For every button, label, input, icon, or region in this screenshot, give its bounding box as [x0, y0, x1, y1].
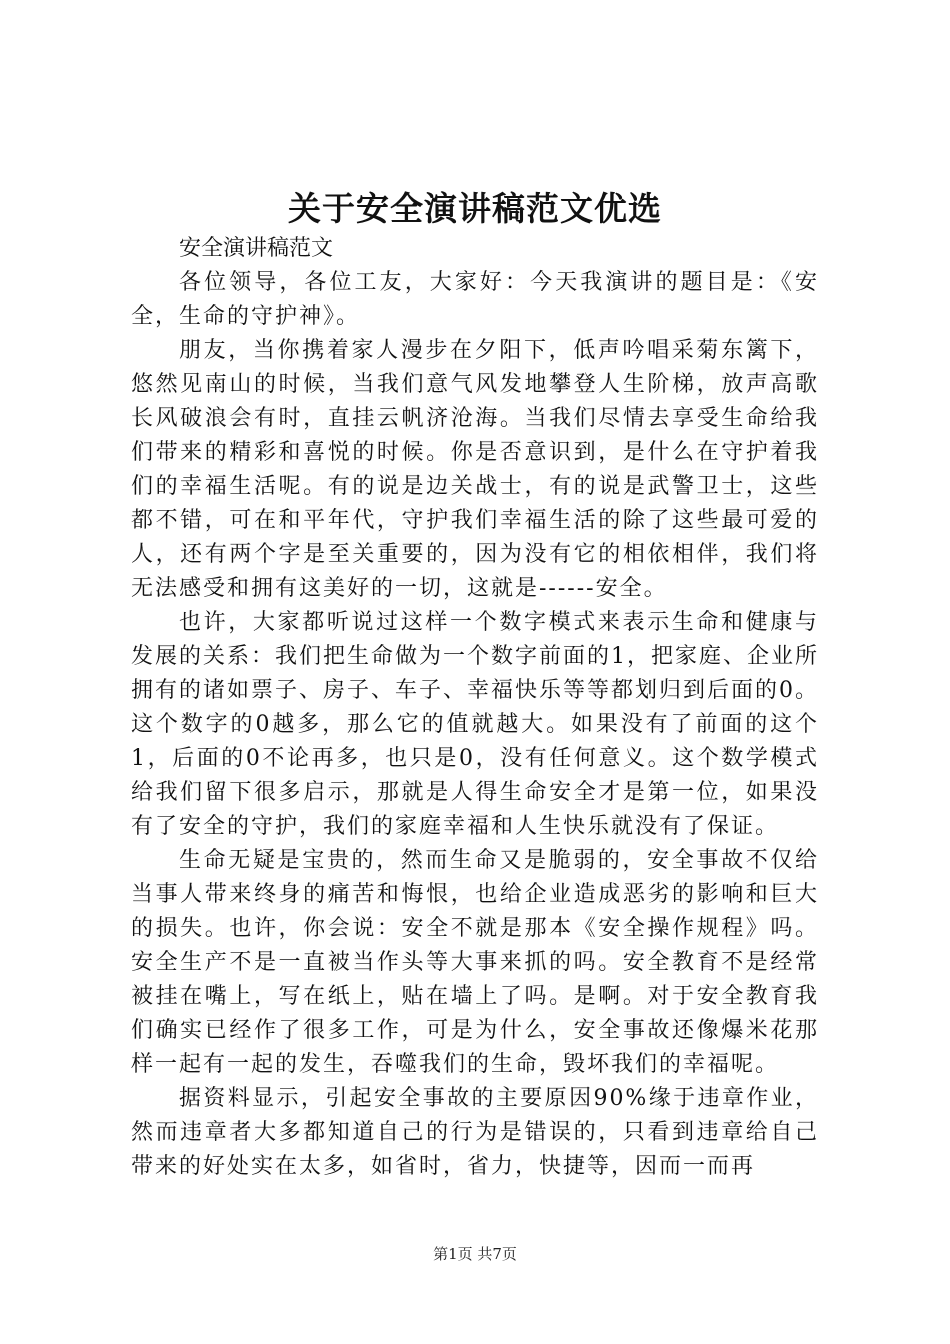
document-title: 关于安全演讲稿范文优选: [288, 189, 662, 228]
paragraph: 也许，大家都听说过这样一个数字模式来表示生命和健康与发展的关系：我们把生命做为一个数字前面的1，把家庭、企业所拥有的诸如票子、房子、车子、幸福快乐等等都划归到后面的0。这个数字的0越多，那么它的值就越大。如果没有了前面的这个1，后面的0不论再多，也只是0，没有任何意义。这个数学模式给我们留下很多启示，那就是人得生命安全才是第一位，如果没有了安全的守护，我们的家庭幸福和人生快乐就没有了保证。: [131, 610, 819, 839]
document-subtitle: 安全演讲稿范文: [179, 236, 334, 261]
paragraph: 朋友，当你携着家人漫步在夕阳下，低声吟唱采菊东篱下，悠然见南山的时候，当我们意气风发地攀登人生阶梯，放声高歌长风破浪会有时，直挂云帆济沧海。当我们尽情去享受生命给我们带来的精彩和喜悦的时候。你是否意识到，是什么在守护着我们的幸福生活呢。有的说是边关战士，有的说是武警卫士，这些都不错，可在和平年代，守护我们幸福生活的除了这些最可爱的人，还有两个字是至关重要的，因为没有它的相依相伴，我们将无法感受和拥有这美好的一切，这就是------安全。: [131, 338, 819, 601]
paragraph: 各位领导，各位工友，大家好：今天我演讲的题目是：《安全，生命的守护神》。: [131, 270, 819, 329]
paragraph: 生命无疑是宝贵的，然而生命又是脆弱的，安全事故不仅给当事人带来终身的痛苦和悔恨，也给企业造成恶劣的影响和巨大的损失。也许，你会说：安全不就是那本《安全操作规程》吗。安全生产不是一直被当作头等大事来抓的吗。安全教育不是经常被挂在嘴上，写在纸上，贴在墙上了吗。是啊。对于安全教育我们确实已经作了很多工作，可是为什么，安全事故还像爆米花那样一起有一起的发生，吞噬我们的生命，毁坏我们的幸福呢。: [131, 848, 819, 1077]
document-body: [131, 232, 819, 1184]
page-footer: 第1页 共7页: [433, 1245, 517, 1263]
paragraph: 据资料显示，引起安全事故的主要原因90%缘于违章作业，然而违章者大多都知道自己的行为是错误的，只看到违章给自己带来的好处实在太多，如省时，省力，快捷等，因而一而再: [131, 1086, 819, 1179]
